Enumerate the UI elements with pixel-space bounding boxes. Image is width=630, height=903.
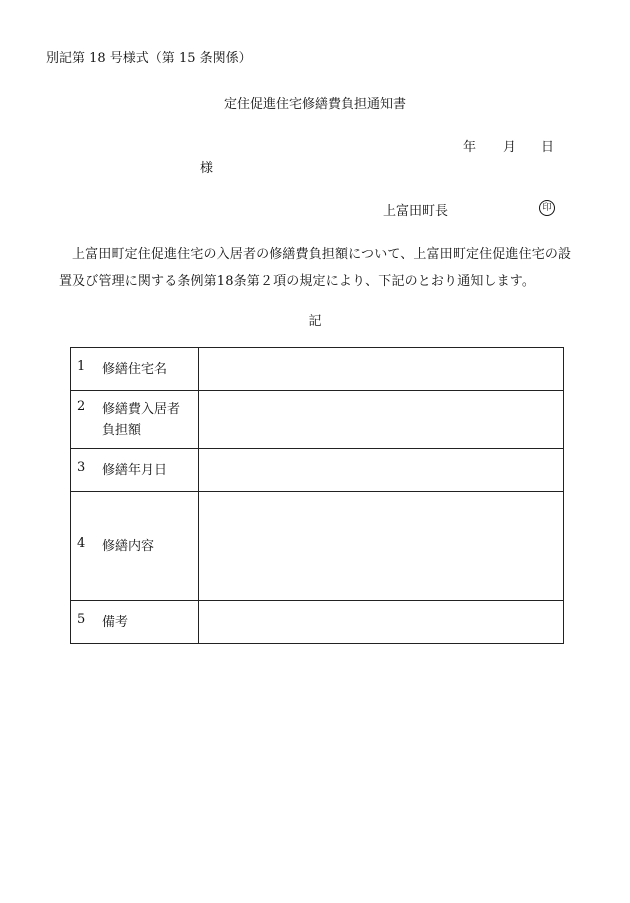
- row-label-cell: [71, 492, 199, 601]
- row-value-cell: [199, 391, 564, 449]
- row-label-cell: [71, 449, 199, 492]
- table-row: [71, 492, 564, 601]
- ki-heading: 記: [308, 314, 322, 329]
- row-label: 修繕費入居者 負担額: [102, 401, 181, 438]
- row-value-cell: [199, 348, 564, 391]
- row-value-cell: [199, 601, 564, 644]
- date-year-label: 年: [463, 140, 477, 155]
- row-label: 修繕年月日: [102, 462, 168, 478]
- row-number: 4: [77, 535, 86, 551]
- date-day-label: 日: [541, 140, 555, 155]
- detail-table: [70, 347, 564, 644]
- row-label-cell: [71, 348, 199, 391]
- row-value-cell: [199, 492, 564, 601]
- row-number: 1: [77, 358, 86, 374]
- seal-mark-icon: 印: [539, 200, 555, 216]
- form-number: 別記第 18 号様式（第 15 条関係）: [46, 51, 252, 66]
- issuer-name: 上富田町長: [383, 204, 449, 219]
- row-number: 5: [77, 611, 86, 627]
- row-label-cell: [71, 601, 199, 644]
- row-label-cell: [71, 391, 199, 449]
- recipient-honorific: 様: [200, 161, 214, 176]
- document-title: 定住促進住宅修繕費負担通知書: [223, 97, 406, 112]
- notice-body-text: 上富田町定住促進住宅の入居者の修繕費負担額について、上富田町定住促進住宅の設置及び管理に関する条例第18条第２項の規定により、下記のとおり通知します。: [59, 247, 572, 289]
- row-label: 備考: [102, 614, 129, 630]
- row-label: 修繕住宅名: [102, 361, 168, 377]
- row-label: 修繕内容: [102, 538, 155, 554]
- table-row: [71, 348, 564, 391]
- row-number: 2: [77, 398, 86, 414]
- row-number: 3: [77, 459, 86, 475]
- table-row: [71, 449, 564, 492]
- date-month-label: 月: [503, 140, 517, 155]
- table-row: [71, 391, 564, 449]
- table-row: [71, 601, 564, 644]
- row-value-cell: [199, 449, 564, 492]
